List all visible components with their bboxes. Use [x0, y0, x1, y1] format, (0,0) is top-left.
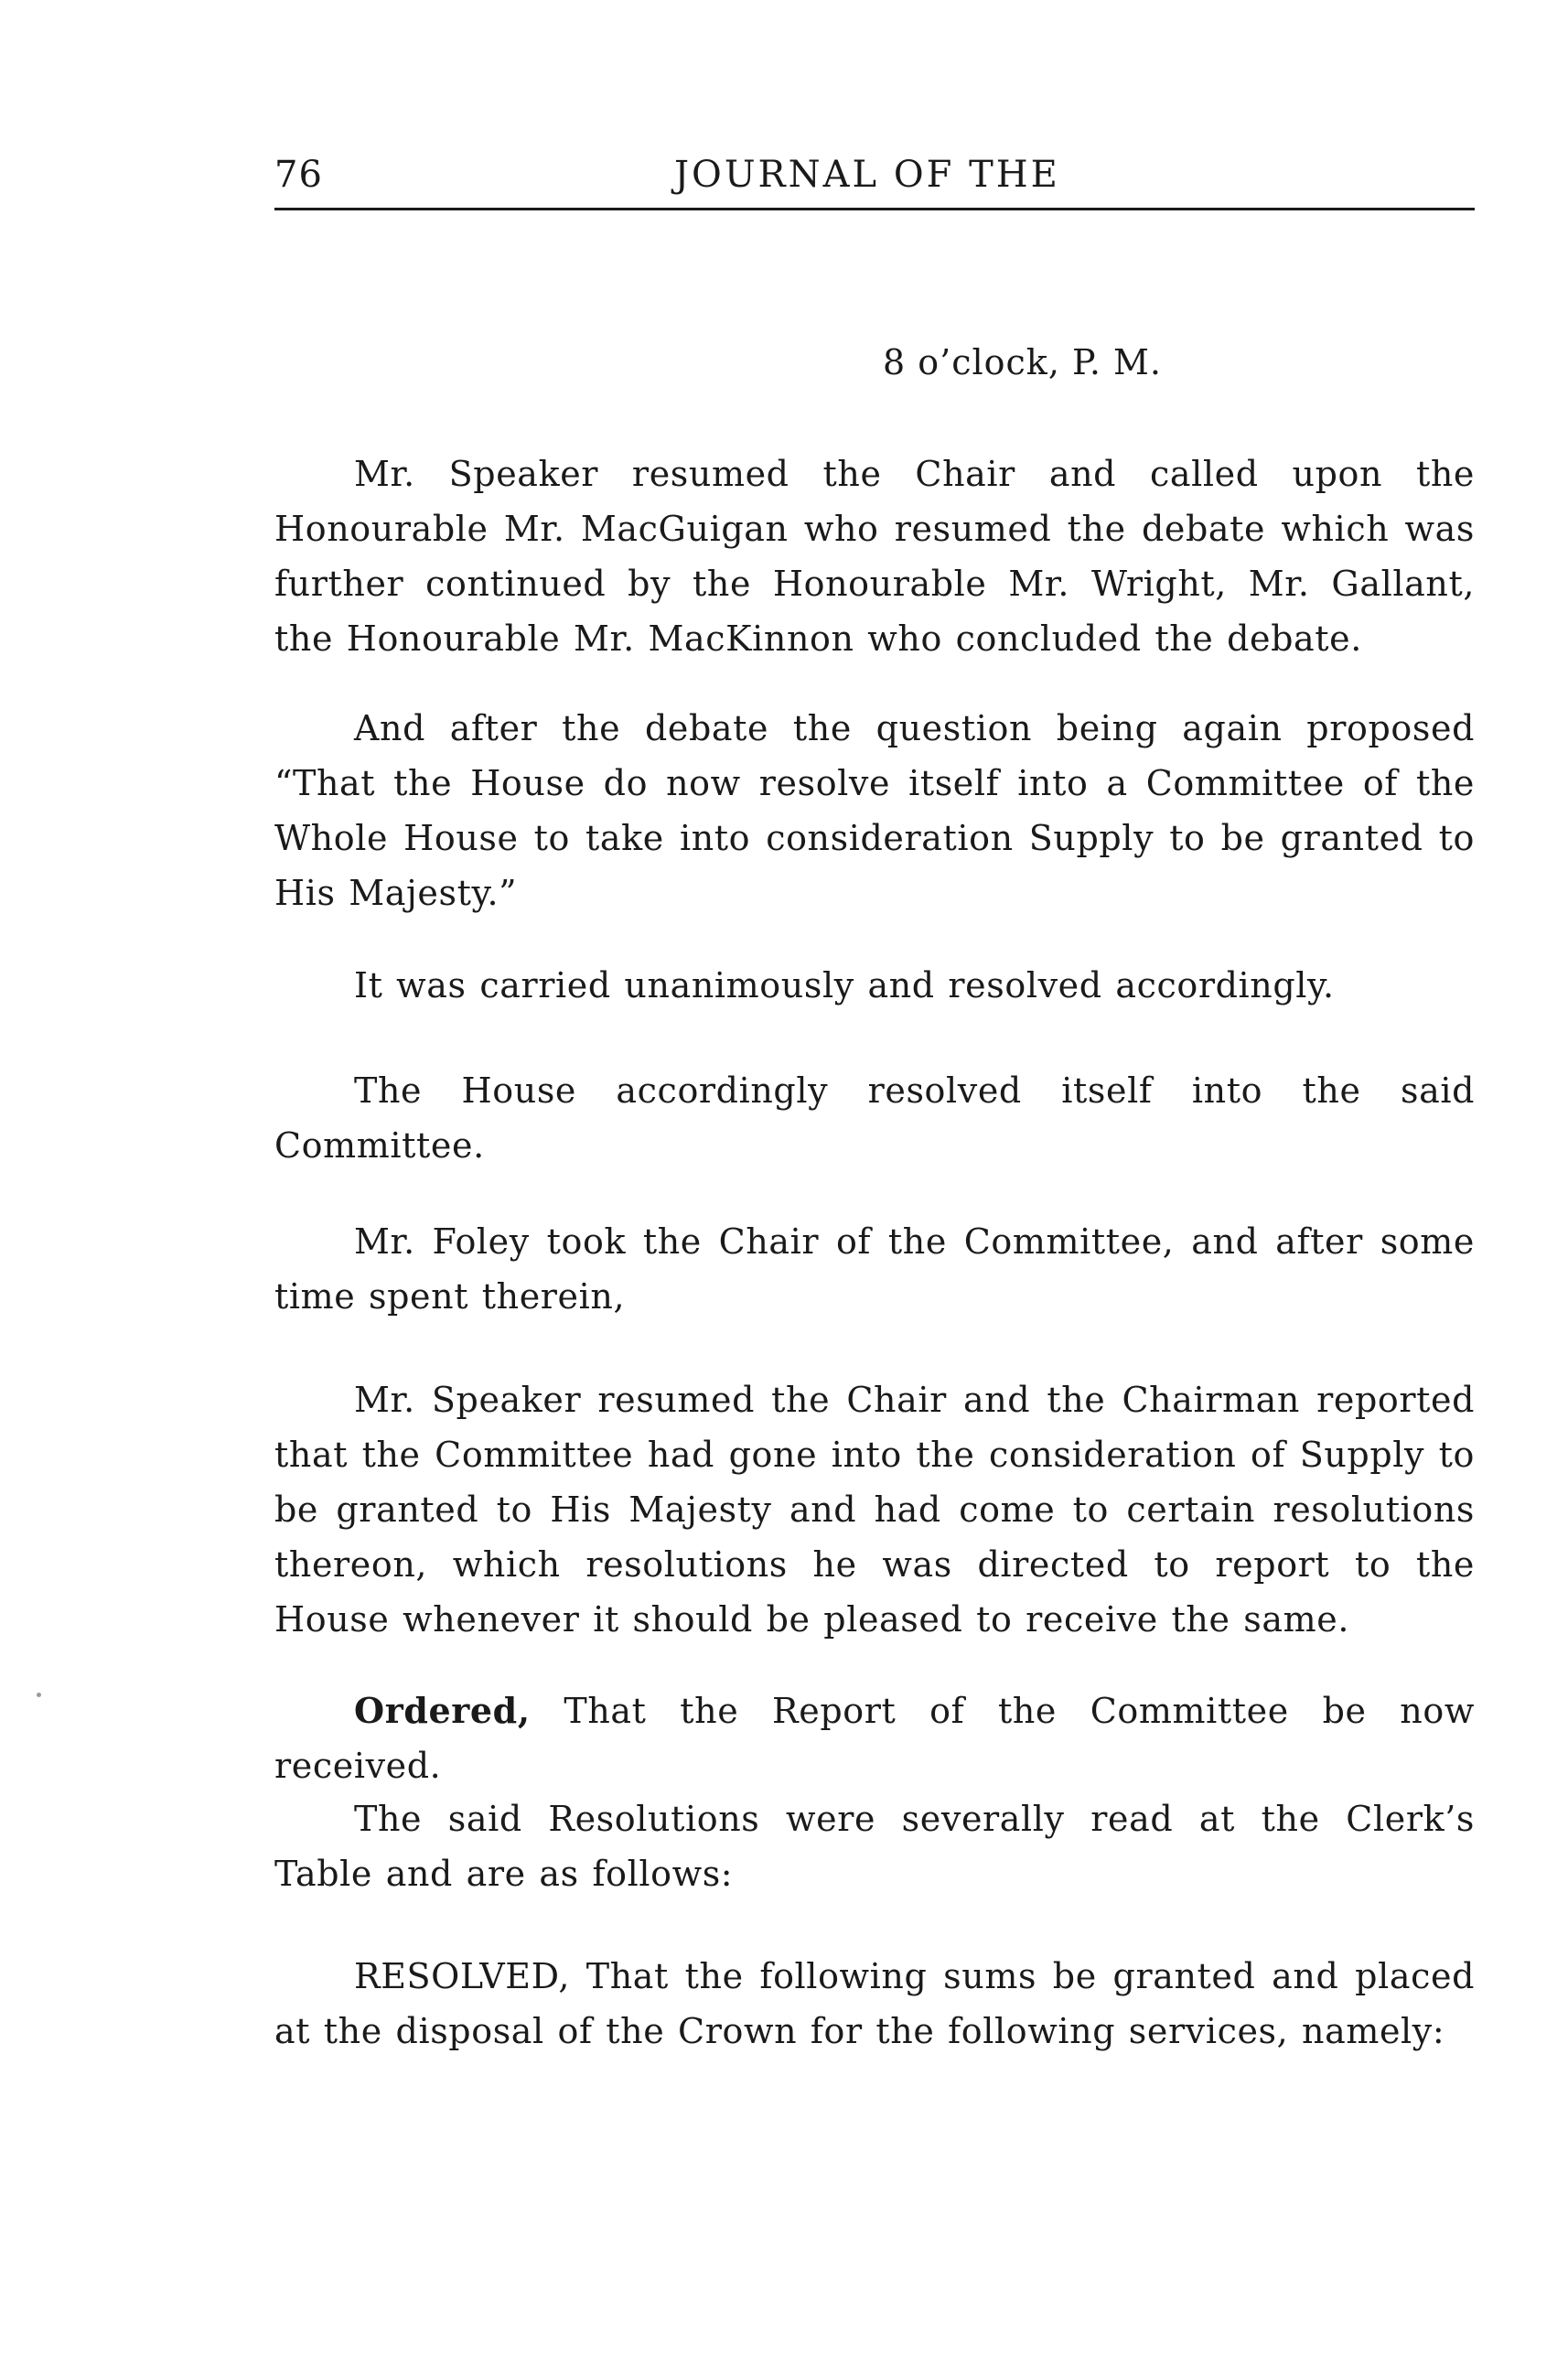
page-header	[274, 151, 1475, 210]
scan-speck	[37, 1693, 41, 1697]
paragraph-chair-of-committee: Mr. Foley took the Chair of the Committee, and after some time spent therein,	[274, 1221, 1475, 1317]
time-heading: 8 o’clock, P. M.	[883, 342, 1163, 382]
page-number: 76	[274, 154, 323, 196]
paragraph-chairman-reported: Mr. Speaker resumed the Chair and the Chairman reported that the Committee had gone into the consideration of Supply to be granted to His Majesty and had come to certain resolutions thereon, which resolutions he was directed to report to the House whenever it should be pleased to receive the same.	[274, 1380, 1475, 1640]
paragraph-resolutions-read: The said Resolutions were severally read at the Clerk’s Table and are as follows:	[274, 1799, 1475, 1894]
running-head: JOURNAL OF THE	[674, 154, 1060, 196]
paragraph-ordered	[274, 1683, 1475, 1793]
paragraph-resolved: RESOLVED, That the following sums be granted and placed at the disposal of the Crown for the following services, namely:	[274, 1956, 1475, 2051]
ordered-text: That the Report of the Committee be now received.	[274, 1691, 1475, 1786]
paragraph-carried: It was carried unanimously and resolved accordingly.	[354, 965, 1335, 1005]
ordered-label: Ordered,	[354, 1690, 531, 1731]
paragraph-question-proposed: And after the debate the question being again proposed “That the House do now resolve itself into a Committee of the Whole House to take into consideration Supply to be granted to His Majesty.”	[274, 708, 1475, 913]
paragraph-speaker-resumed: Mr. Speaker resumed the Chair and called upon the Honourable Mr. MacGuigan who resumed the debate which was further continued by the Honourable Mr. Wright, Mr. Gallant, the Honourable Mr. MacKinnon who concluded the debate.	[274, 454, 1475, 659]
paragraph-house-resolved: The House accordingly resolved itself into the said Committee.	[274, 1070, 1475, 1166]
